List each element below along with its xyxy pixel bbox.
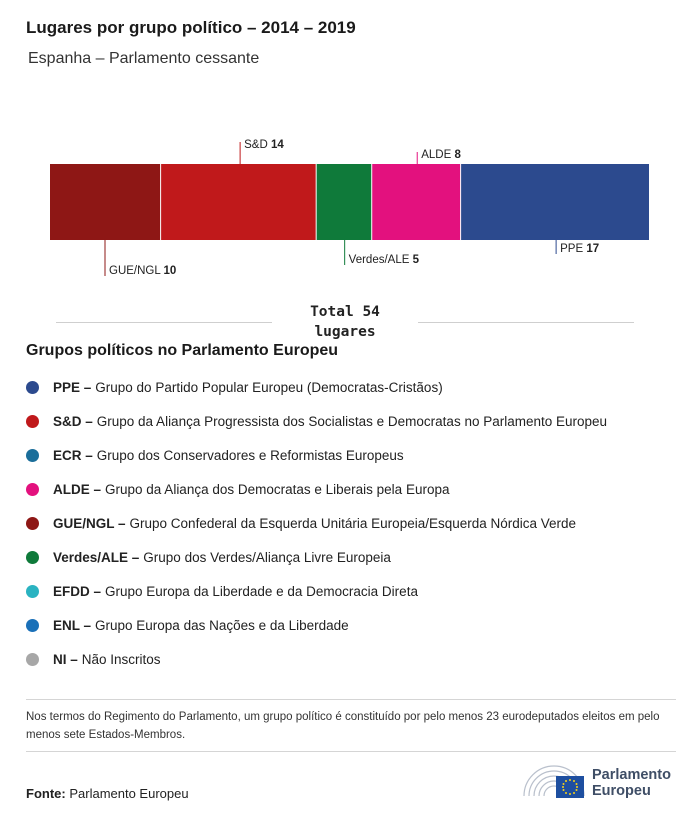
legend-abbr: NI – xyxy=(53,651,78,667)
legend-dot-icon xyxy=(26,517,39,530)
data-label-ppe: PPE 17 xyxy=(560,243,600,255)
legend-dot-icon xyxy=(26,415,39,428)
legend-dot-icon xyxy=(26,449,39,462)
source-label: Fonte: xyxy=(26,786,66,801)
chart-title: Lugares por grupo político – 2014 – 2019 xyxy=(26,18,356,37)
total-seats-label: Total 54 lugares xyxy=(310,304,380,340)
legend-abbr: EFDD – xyxy=(53,583,102,599)
legend-abbr: ENL – xyxy=(53,617,92,633)
legend-desc: Grupo dos Conservadores e Reformistas Europeus xyxy=(96,447,404,463)
seat-bar-chart xyxy=(0,130,700,290)
legend-dot-icon xyxy=(26,653,39,666)
source xyxy=(26,786,189,801)
data-label-alde: ALDE 8 xyxy=(421,149,461,161)
legend-item xyxy=(26,472,607,506)
legend-item xyxy=(26,574,607,608)
source-value: Parlamento Europeu xyxy=(69,786,189,801)
legend-title: Grupos políticos no Parlamento Europeu xyxy=(26,342,339,359)
legend-desc: Grupo dos Verdes/Aliança Livre Europeia xyxy=(143,549,391,565)
total-seats xyxy=(56,302,634,342)
bar-ppe xyxy=(461,164,649,240)
legend-abbr: Verdes/ALE – xyxy=(53,549,140,565)
legend-abbr: GUE/NGL – xyxy=(53,515,126,531)
legend-item xyxy=(26,540,607,574)
legend-dot-icon xyxy=(26,483,39,496)
legend-item xyxy=(26,404,607,438)
legend-desc: Grupo Europa das Nações e da Liberdade xyxy=(95,617,349,633)
bar-verdes-ale xyxy=(317,164,372,240)
parliament-logo xyxy=(520,762,680,802)
legend-abbr: PPE – xyxy=(53,379,92,395)
legend-desc: Grupo Europa da Liberdade e da Democracia Direta xyxy=(105,583,418,599)
legend-desc: Grupo da Aliança dos Democratas e Liberais pela Europa xyxy=(105,481,450,497)
legend-desc: Grupo Confederal da Esquerda Unitária Europeia/Esquerda Nórdica Verde xyxy=(129,515,577,531)
legend xyxy=(26,370,607,676)
note-text: Nos termos do Regimento do Parlamento, um grupo político é constituído por pelo menos 23 eurodeputados eleitos em pelo menos sete Estados-Membros. xyxy=(26,711,660,741)
bar-alde xyxy=(372,164,460,240)
data-label-verdes-ale: Verdes/ALE 5 xyxy=(348,254,420,266)
legend-item xyxy=(26,642,607,676)
legend-desc: Não Inscritos xyxy=(81,651,161,667)
data-label-gue-ngl: GUE/NGL 10 xyxy=(109,265,177,277)
note-divider-bottom xyxy=(26,751,676,752)
bar-gue-ngl xyxy=(50,164,160,240)
total-divider-left xyxy=(56,322,272,323)
logo-line-1: Parlamento xyxy=(592,767,671,783)
legend-dot-icon xyxy=(26,619,39,632)
legend-item xyxy=(26,506,607,540)
note-divider-top xyxy=(26,699,676,700)
data-label-s-d: S&D 14 xyxy=(244,139,284,151)
total-divider-right xyxy=(418,322,634,323)
legend-desc: Grupo do Partido Popular Europeu (Democratas-Cristãos) xyxy=(95,379,443,395)
chart-subtitle: Espanha – Parlamento cessante xyxy=(28,50,260,67)
logo-wordmark xyxy=(592,767,671,799)
legend-abbr: ALDE – xyxy=(53,481,102,497)
logo-line-2: Europeu xyxy=(592,783,651,799)
bar-s-d xyxy=(161,164,316,240)
legend-abbr: ECR – xyxy=(53,447,93,463)
legend-item xyxy=(26,438,607,472)
legend-item xyxy=(26,608,607,642)
legend-dot-icon xyxy=(26,585,39,598)
legend-dot-icon xyxy=(26,551,39,564)
legend-abbr: S&D – xyxy=(53,413,93,429)
legend-item xyxy=(26,370,607,404)
hemicycle-flag-icon xyxy=(520,762,588,800)
legend-desc: Grupo da Aliança Progressista dos Socialistas e Democratas no Parlamento Europeu xyxy=(96,413,608,429)
legend-dot-icon xyxy=(26,381,39,394)
